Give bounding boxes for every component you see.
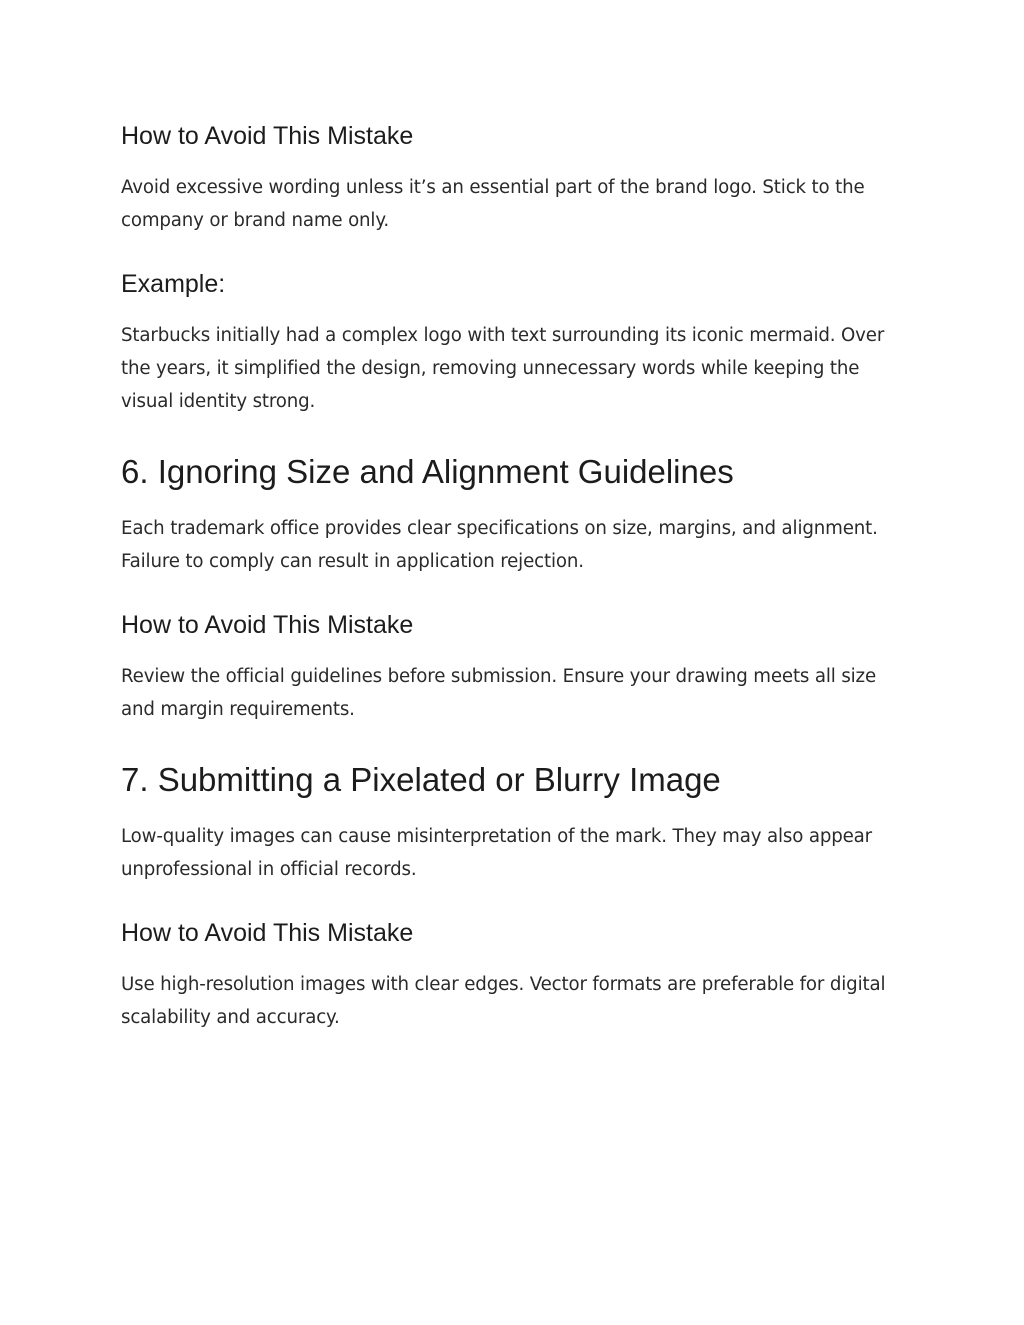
paragraph-avoid-excessive-wording: Avoid excessive wording unless it’s an essential part of the brand logo. Stick to the company or brand name only. [121,177,865,231]
paragraph-high-resolution-images: Use high-resolution images with clear edges. Vector formats are preferable for digital scalability and accuracy. [121,974,886,1028]
paragraph-review-guidelines: Review the official guidelines before submission. Ensure your drawing meets all size and margin requirements. [121,666,876,720]
heading-ignoring-size-alignment: 6. Ignoring Size and Alignment Guidelines [121,453,734,490]
paragraph-trademark-specifications: Each trademark office provides clear specifications on size, margins, and alignment. Failure to comply can result in application rejection. [121,518,878,572]
subheading-example: Example: [121,270,226,298]
subheading-how-to-avoid-3: How to Avoid This Mistake [121,919,414,947]
paragraph-low-quality-images: Low-quality images can cause misinterpretation of the mark. They may also appear unprofessional in official records. [121,826,872,880]
subheading-how-to-avoid-2: How to Avoid This Mistake [121,611,414,639]
paragraph-starbucks-example: Starbucks initially had a complex logo with text surrounding its iconic mermaid. Over the years, it simplified the design, removing unnecessary words while keeping the visual identity strong. [121,325,885,412]
heading-pixelated-blurry-image: 7. Submitting a Pixelated or Blurry Image [121,761,721,798]
subheading-how-to-avoid-1: How to Avoid This Mistake [121,122,414,150]
